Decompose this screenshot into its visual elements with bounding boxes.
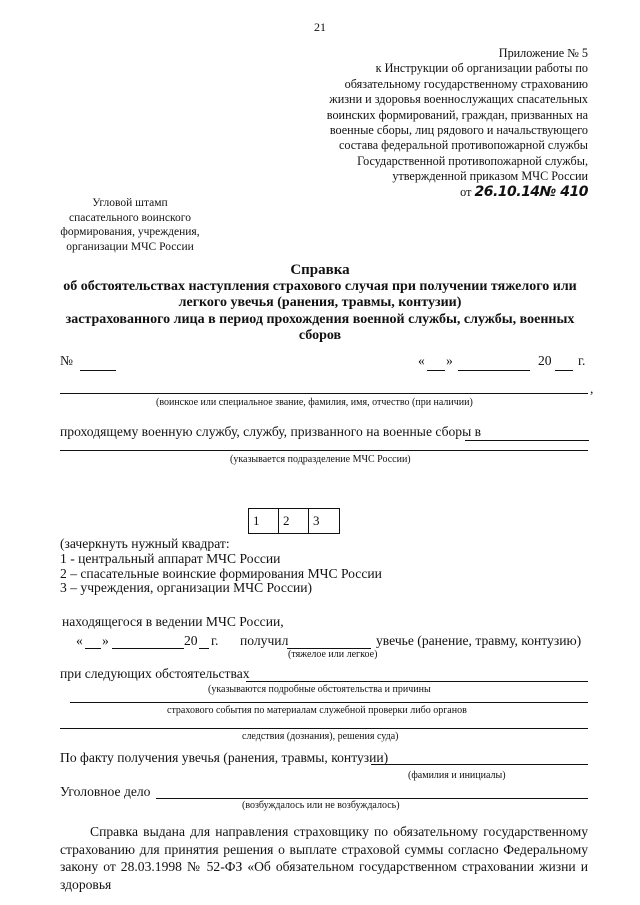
appendix-line: состава федеральной противопожарной службы — [339, 138, 588, 153]
order-reference — [327, 185, 588, 200]
injury-text: увечье (ранение, травму, контузию) — [376, 633, 582, 648]
name-field[interactable] — [60, 393, 588, 394]
date2-quote-close: » — [102, 633, 109, 648]
date2-year-suffix: г. — [211, 633, 219, 648]
cross-out-item: 2 – спасательные воинские формирования МЧС России — [60, 565, 382, 581]
number-field[interactable] — [80, 370, 116, 371]
cross-out-item: 3 – учреждения, организации МЧС России) — [60, 580, 313, 596]
caption-name: (воинское или специальное звание, фамилия, имя, отчество (при наличии) — [156, 397, 473, 408]
stamp-line: организации МЧС России — [66, 240, 194, 253]
caption-circumstances: (указываются подробные обстоятельства и причины — [208, 684, 431, 695]
date2-day-field[interactable] — [85, 648, 101, 649]
caption-insured-event: страхового события по материалам служебной проверки либо органов — [167, 705, 467, 716]
stamp-line: формирования, учреждения, — [60, 226, 200, 238]
category-box-2[interactable]: 2 — [279, 509, 309, 533]
stamp-line: спасательного воинского — [69, 211, 191, 224]
date-day-field[interactable] — [427, 370, 445, 371]
initials-field[interactable] — [371, 764, 588, 765]
caption-initials: (фамилия и инициалы) — [408, 770, 506, 781]
category-box-1[interactable]: 1 — [249, 509, 279, 533]
received-label: получил — [240, 633, 289, 648]
circumstances-field[interactable] — [246, 681, 588, 682]
date-quote-open: « — [418, 353, 425, 368]
cross-out-list — [60, 537, 382, 596]
handwritten-order-date: 26.10.14№ 410 — [474, 183, 588, 200]
criminal-case-field[interactable] — [156, 798, 588, 799]
injury-fact-label: По факту получения увечья (ранения, травмы, контузии) — [60, 750, 389, 765]
in-charge-text: находящегося в ведении МЧС России, — [62, 614, 284, 629]
cross-out-item: 1 - центральный аппарат МЧС России — [60, 550, 281, 566]
date2-year-field[interactable] — [199, 648, 209, 649]
appendix-line: к Инструкции об организации работы по — [375, 61, 588, 76]
number-label: № — [60, 353, 73, 368]
caption-case: (возбуждалось или не возбуждалось) — [242, 800, 400, 811]
unit-field[interactable] — [60, 450, 588, 451]
service-text: проходящему военную службу, службу, призванного на военные сборы в — [60, 424, 482, 439]
caption-severity: (тяжелое или легкое) — [288, 649, 378, 660]
circumstances-label: при следующих обстоятельствах — [60, 666, 250, 681]
category-boxes — [248, 508, 340, 534]
final-paragraph: Справка выдана для направления страховщику по обязательному государственному страхованию для принятия решения о выплате страховой суммы согласно Федеральному закону от 28.03.1998 № 52-ФЗ «Об обязательном государственном страховании жизни и здоровья — [60, 824, 588, 892]
date-year-field[interactable] — [555, 370, 573, 371]
appendix-block — [327, 46, 588, 200]
date-month-field[interactable] — [458, 370, 530, 371]
corner-stamp-caption — [60, 196, 200, 254]
appendix-line: жизни и здоровья военнослужащих спасательных — [329, 92, 588, 107]
title-line: застрахованного лица в период прохождения военной службы, службы, военных — [65, 311, 575, 327]
appendix-line: Государственной противопожарной службы, — [357, 153, 588, 168]
title-line: сборов — [298, 328, 342, 343]
title-main: Справка — [290, 262, 350, 278]
name-comma: , — [590, 381, 594, 396]
date-year-suffix: г. — [578, 353, 586, 368]
order-prefix: от — [460, 184, 472, 199]
appendix-line: обязательному государственному страхованию — [344, 76, 588, 91]
criminal-case-label: Уголовное дело — [60, 784, 151, 799]
title-line: об обстоятельствах наступления страхового случая при получении тяжелого или — [63, 278, 577, 294]
date2-month-field[interactable] — [112, 648, 184, 649]
appendix-line: Приложение № 5 — [498, 46, 588, 60]
date2-quote-open: « — [76, 633, 83, 648]
circumstances-field-3[interactable] — [60, 728, 588, 729]
date-year-prefix: 20 — [538, 353, 552, 368]
appendix-line: военные сборы, лиц рядового и начальствующего — [329, 123, 588, 138]
service-unit-field[interactable] — [465, 440, 589, 441]
page-number: 21 — [314, 20, 326, 34]
caption-unit: (указывается подразделение МЧС России) — [230, 454, 411, 465]
title-line: легкого увечья (ранения, травмы, контузии) — [178, 295, 462, 310]
category-box-3[interactable]: 3 — [313, 513, 320, 528]
document-title — [40, 262, 600, 345]
date2-year-prefix: 20 — [184, 633, 198, 648]
date-quote-close: » — [446, 353, 453, 368]
stamp-line: Угловой штамп — [92, 197, 168, 209]
cross-out-intro: (зачеркнуть нужный квадрат: — [60, 536, 230, 551]
circumstances-field-2[interactable] — [70, 702, 588, 703]
appendix-line: утвержденной приказом МЧС России — [392, 169, 588, 184]
appendix-line: воинских формирований, граждан, призванных на — [326, 107, 588, 122]
caption-investigation: следствия (дознания), решения суда) — [242, 731, 399, 742]
